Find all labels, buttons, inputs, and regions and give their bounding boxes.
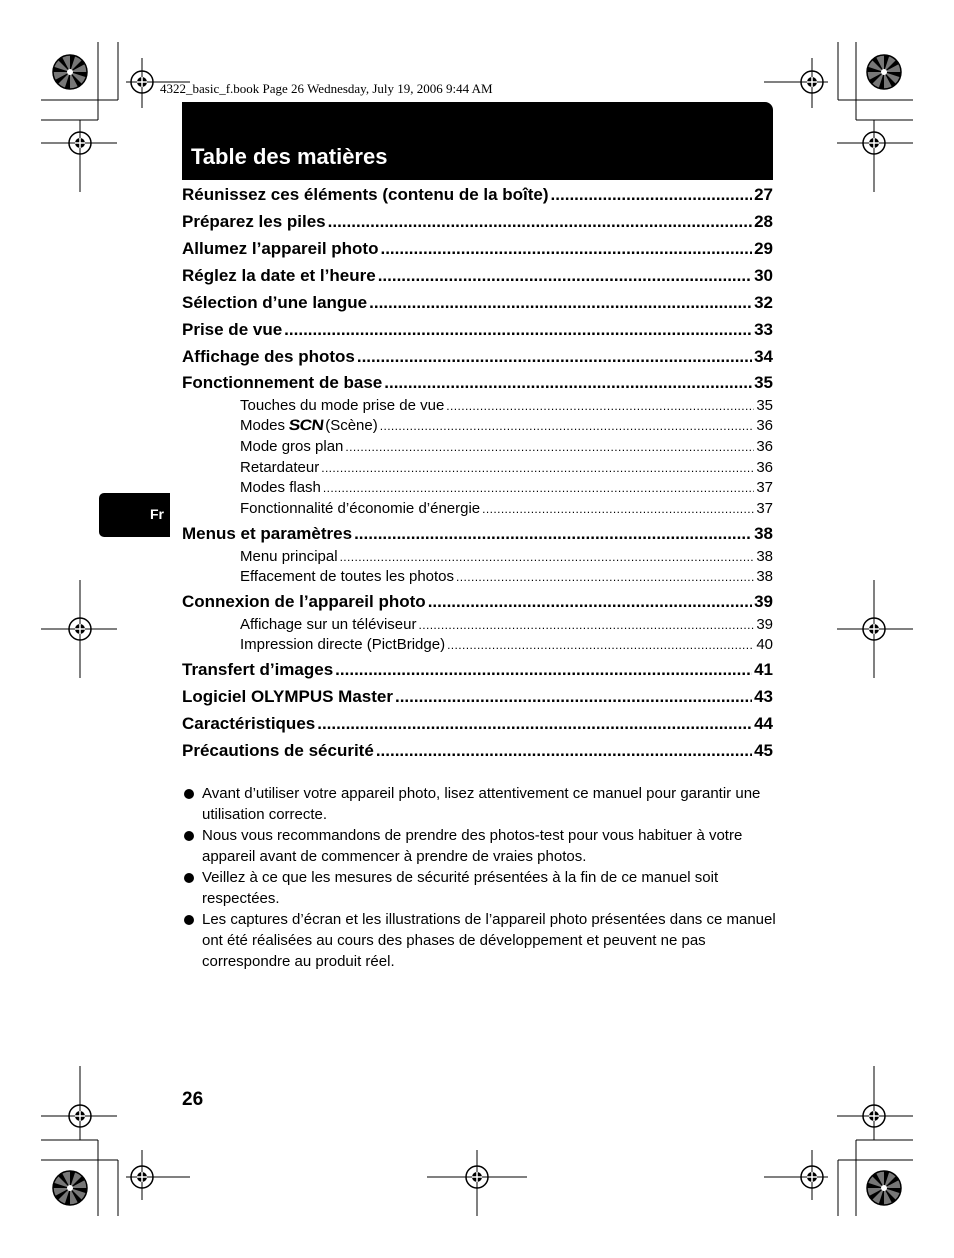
toc-subentry[interactable] [240,548,773,567]
toc-leader [321,459,754,476]
toc-subentry[interactable] [240,397,773,416]
toc-subentry[interactable] [240,500,773,519]
toc-entry-page: 28 [754,212,773,231]
toc-leader [395,687,752,707]
toc-leader [384,373,752,393]
page-number: 26 [182,1089,204,1110]
toc-leader [380,239,752,259]
bullet-icon [184,873,194,883]
toc-entry[interactable] [182,266,773,288]
toc-entry-label: Connexion de l’appareil photo [182,592,426,611]
toc-leader [419,616,755,633]
language-tab-label: Fr [150,506,164,522]
toc-leader [428,592,752,612]
toc-leader [447,636,754,653]
toc-entry-label: Réglez la date et l’heure [182,266,376,285]
toc-leader [323,479,754,496]
toc-entry-page: 29 [754,239,773,258]
toc-subentry[interactable] [240,636,773,655]
toc-leader [378,266,752,286]
toc-entry-label: Logiciel OLYMPUS Master [182,687,393,706]
toc-subentry-label: Touches du mode prise de vue [240,397,445,414]
bullet-icon [184,789,194,799]
toc-leader [482,500,754,517]
toc-subentry[interactable] [240,459,773,478]
toc-leader [335,660,752,680]
toc-entry-page: 43 [754,687,773,706]
toc-subentry-label: Menu principal [240,548,338,565]
toc-leader [317,714,752,734]
toc-subentry-page: 38 [756,568,773,585]
toc-entry-page: 27 [754,185,773,204]
toc-entry-label: Fonctionnement de base [182,373,383,392]
note-text: Nous vous recommandons de prendre des photos-test pour vous habituer à votre appareil avant de commencer à prendre de vraies photos. [202,827,743,865]
toc-subentry-page: 40 [756,636,773,653]
toc-subentry[interactable] [240,417,773,436]
note-item [182,909,777,972]
toc-subentry-label: Affichage sur un téléviseur [240,616,417,633]
note-item [182,867,777,909]
scn-mode-icon: SCN [287,417,325,434]
toc-subentry-label-post: (Scène) [325,417,378,434]
toc-leader [328,212,752,232]
toc-entry-label: Transfert d’images [182,660,334,679]
toc-entry-label: Sélection d’une langue [182,293,368,312]
toc-leader [357,347,752,367]
toc-leader [284,320,752,340]
toc-leader [340,548,755,565]
toc-subentry-page: 35 [756,397,773,414]
toc-subentry[interactable] [240,568,773,587]
bullet-icon [184,915,194,925]
toc-entry[interactable] [182,373,773,395]
toc-subentry-page: 38 [756,548,773,565]
toc-leader [551,185,753,205]
toc-entry[interactable] [182,185,773,207]
note-text: Les captures d’écran et les illustrations de l’appareil photo présentées dans ce manuel ont été réalisées au cours des phases de développement et peuvent ne pas correspondre au produit réel. [202,911,776,970]
toc-entry-label: Affichage des photos [182,347,355,366]
toc-subentry-label: Fonctionnalité d’économie d’énergie [240,500,481,517]
page-title: Table des matières [191,144,388,169]
toc-entry[interactable] [182,592,773,614]
toc-leader [354,524,752,544]
toc-entry-page: 38 [754,524,773,543]
toc-entry-label: Caractéristiques [182,714,316,733]
toc-leader [380,417,755,434]
toc-entry-page: 34 [754,347,773,366]
toc-subentry-label-pre: Modes [240,417,286,434]
toc-subentry-label: Retardateur [240,459,320,476]
toc-entry-page: 39 [754,592,773,611]
toc-entry-label: Réunissez ces éléments (contenu de la boîte) [182,185,549,204]
toc-entry-label: Préparez les piles [182,212,326,231]
toc-leader [345,438,754,455]
toc-entry[interactable] [182,741,773,763]
toc-entry-page: 30 [754,266,773,285]
toc-subentry-page: 37 [756,500,773,517]
toc-entry[interactable] [182,660,773,682]
notes-list [182,783,777,972]
toc-subentry-label: Modes flash [240,479,321,496]
toc-subentry-label: Effacement de toutes les photos [240,568,455,585]
toc-entry-label: Menus et paramètres [182,524,353,543]
toc-subentry-page: 37 [756,479,773,496]
toc-entry[interactable] [182,524,773,546]
file-info-header: 4322_basic_f.book Page 26 Wednesday, July 19, 2006 9:44 AM [160,81,493,96]
toc-leader [369,293,752,313]
toc-subentry[interactable] [240,616,773,635]
title-banner [182,102,773,180]
language-tab [99,493,170,537]
toc-subentry-page: 36 [756,438,773,455]
bullet-icon [184,831,194,841]
toc-entry-label: Allumez l’appareil photo [182,239,379,258]
note-item [182,783,777,825]
toc-entry-page: 44 [754,714,773,733]
toc-entry[interactable] [182,320,773,342]
toc-subentry-page: 36 [756,459,773,476]
toc-subentry[interactable] [240,438,773,457]
note-item [182,825,777,867]
note-text: Veillez à ce que les mesures de sécurité présentées à la fin de ce manuel soit respectées. [202,869,719,907]
toc-entry[interactable] [182,347,773,369]
toc-subentry[interactable] [240,479,773,498]
toc-leader [446,397,754,414]
toc-entry-page: 32 [754,293,773,312]
toc-entry[interactable] [182,714,773,736]
toc-subentry-page: 39 [756,616,773,633]
toc-entry-page: 45 [754,741,773,760]
toc-subentry-page: 36 [756,417,773,434]
toc-entry[interactable] [182,212,773,234]
toc-leader [456,568,754,585]
toc-entry[interactable] [182,687,773,709]
toc-subentry-label: Impression directe (PictBridge) [240,636,446,653]
toc-subentry-label: Mode gros plan [240,438,344,455]
toc-entry-page: 33 [754,320,773,339]
note-text: Avant d’utiliser votre appareil photo, lisez attentivement ce manuel pour garantir une utilisation correcte. [202,785,761,823]
toc-entry-label: Prise de vue [182,320,283,339]
toc-entry[interactable] [182,239,773,261]
toc-entry-label: Précautions de sécurité [182,741,374,760]
toc-entry-page: 35 [754,373,773,392]
toc-entry-page: 41 [754,660,773,679]
toc-entry[interactable] [182,293,773,315]
toc-leader [376,741,752,761]
